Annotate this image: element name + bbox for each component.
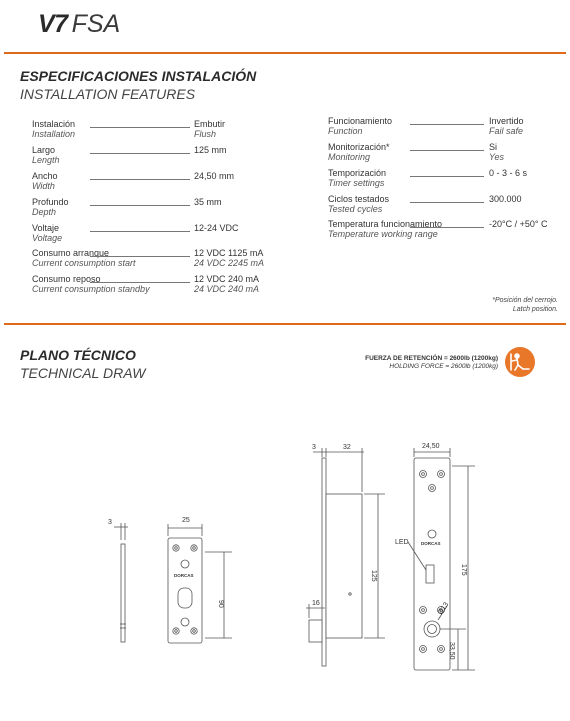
spec-label-en: Installation (32, 129, 76, 139)
dim-big-front-height: 175 (460, 564, 467, 576)
holding-force-label-en: HOLDING FORCE (389, 363, 444, 370)
spec-leader-line (410, 176, 484, 177)
spec-label: Largo (32, 145, 56, 155)
spec-value-en: Flush (194, 129, 217, 139)
spec-leader-line (410, 227, 484, 228)
spec-value: Invertido (489, 116, 524, 126)
dim-small-side-width: 3 (108, 519, 112, 526)
spec-row (32, 248, 282, 270)
specs-title-es: ESPECIFICACIONES INSTALACIÓN (20, 68, 257, 84)
spec-leader-line (90, 256, 190, 257)
spec-row (328, 116, 558, 138)
spec-leader-line (90, 153, 190, 154)
spec-value: 12 VDC 240 mA (194, 274, 260, 284)
drawing-title-en: TECHNICAL DRAW (20, 365, 146, 381)
brand-big: DORCAS (421, 541, 441, 546)
spec-label-en: Monitoring (328, 152, 371, 162)
spec-value: 12-24 VDC (194, 223, 239, 233)
spec-value: 300.000 (489, 194, 522, 204)
footnote-es: *Posición del cerrojo. (492, 297, 558, 304)
spec-row (32, 223, 282, 245)
dim-small-height: 90 (217, 600, 224, 608)
spec-label-en: Timer settings (328, 178, 385, 188)
big-side-view (306, 448, 385, 666)
spec-label: Consumo arranque (32, 248, 110, 258)
dim-big-front-width: 24,50 (422, 443, 440, 450)
spec-label: Ciclos testados (328, 194, 390, 204)
spec-row (32, 171, 282, 193)
spec-label: Voltaje (32, 223, 60, 233)
spec-label: Instalación (32, 119, 76, 129)
holding-force-label-es: FUERZA DE RETENCIÓN (365, 355, 443, 362)
spec-label-en: Temperature working range (328, 229, 438, 239)
spec-label: Profundo (32, 197, 69, 207)
drawing-title-es: PLANO TÉCNICO (20, 347, 136, 363)
spec-leader-line (90, 282, 190, 283)
spec-row (32, 274, 282, 296)
dim-big-side-bolt: 16 (312, 600, 320, 607)
brand-small: DORCAS (174, 573, 194, 578)
spec-value: Si (489, 142, 498, 152)
spec-value-en: Fail safe (489, 126, 524, 136)
small-side-view (114, 523, 128, 642)
holding-force-value-es: = 2600lb (1200kg) (443, 355, 498, 362)
spec-leader-line (90, 231, 190, 232)
spec-row (328, 194, 558, 216)
spec-row (328, 219, 558, 241)
technical-drawing (0, 430, 570, 721)
spec-label-en: Length (32, 155, 60, 165)
spec-label-en: Tested cycles (328, 204, 383, 214)
spec-label: Temperatura funcionamiento (328, 219, 443, 229)
holding-force (365, 355, 498, 371)
spec-label-en: Width (32, 181, 55, 191)
spec-label-en: Current consumption start (32, 258, 136, 268)
dim-bolt-offset: 33,50 (448, 642, 455, 660)
spec-row (328, 142, 558, 164)
spec-leader-line (410, 124, 484, 125)
dim-big-side-depth: 32 (343, 444, 351, 451)
spec-value-en: Yes (489, 152, 505, 162)
spec-label-en: Function (328, 126, 363, 136)
spec-label: Consumo reposo (32, 274, 101, 284)
specs-title-en: INSTALLATION FEATURES (20, 86, 196, 102)
strongman-icon (505, 347, 535, 377)
spec-label-en: Voltage (32, 233, 63, 243)
spec-value: -20°C / +50° C (489, 219, 548, 229)
section-divider (4, 323, 566, 325)
spec-value-en: 24 VDC 240 mA (194, 284, 260, 294)
dim-small-front-width: 25 (182, 517, 190, 524)
spec-row (328, 168, 558, 190)
model-variant: FSA (71, 10, 121, 38)
dim-big-side-width: 3 (312, 444, 316, 451)
spec-leader-line (90, 179, 190, 180)
spec-value: 12 VDC 1125 mA (194, 248, 264, 258)
big-front-view (408, 448, 475, 670)
header-divider (4, 52, 566, 54)
spec-leader-line (410, 150, 484, 151)
spec-row (32, 197, 282, 219)
spec-value: 35 mm (194, 197, 222, 207)
spec-leader-line (410, 202, 484, 203)
model-name: V7 (38, 10, 68, 38)
holding-force-icon (505, 347, 535, 377)
spec-value: 125 mm (194, 145, 227, 155)
footnote-en: Latch position. (512, 306, 558, 313)
spec-label: Funcionamiento (328, 116, 393, 126)
dim-bolt-diameter: Ø13 (436, 601, 451, 617)
spec-value: 0 - 3 - 6 s (489, 168, 528, 178)
product-title (38, 10, 120, 39)
spec-label-en: Depth (32, 207, 57, 217)
spec-label-en: Current consumption standby (32, 284, 150, 294)
spec-leader-line (90, 205, 190, 206)
small-front-view (168, 524, 232, 643)
spec-label: Monitorización* (328, 142, 390, 152)
spec-leader-line (90, 127, 190, 128)
spec-value: 24,50 mm (194, 171, 235, 181)
spec-label: Temporización (328, 168, 387, 178)
led-label: LED (395, 539, 409, 546)
spec-row (32, 119, 282, 141)
spec-value: Embutir (194, 119, 226, 129)
spec-label: Ancho (32, 171, 58, 181)
spec-value-en: 24 VDC 2245 mA (194, 258, 265, 268)
dim-big-side-height: 125 (370, 570, 377, 582)
spec-row (32, 145, 282, 167)
footnote (492, 296, 558, 314)
holding-force-value-en: = 2600lb (1200kg) (445, 363, 498, 370)
